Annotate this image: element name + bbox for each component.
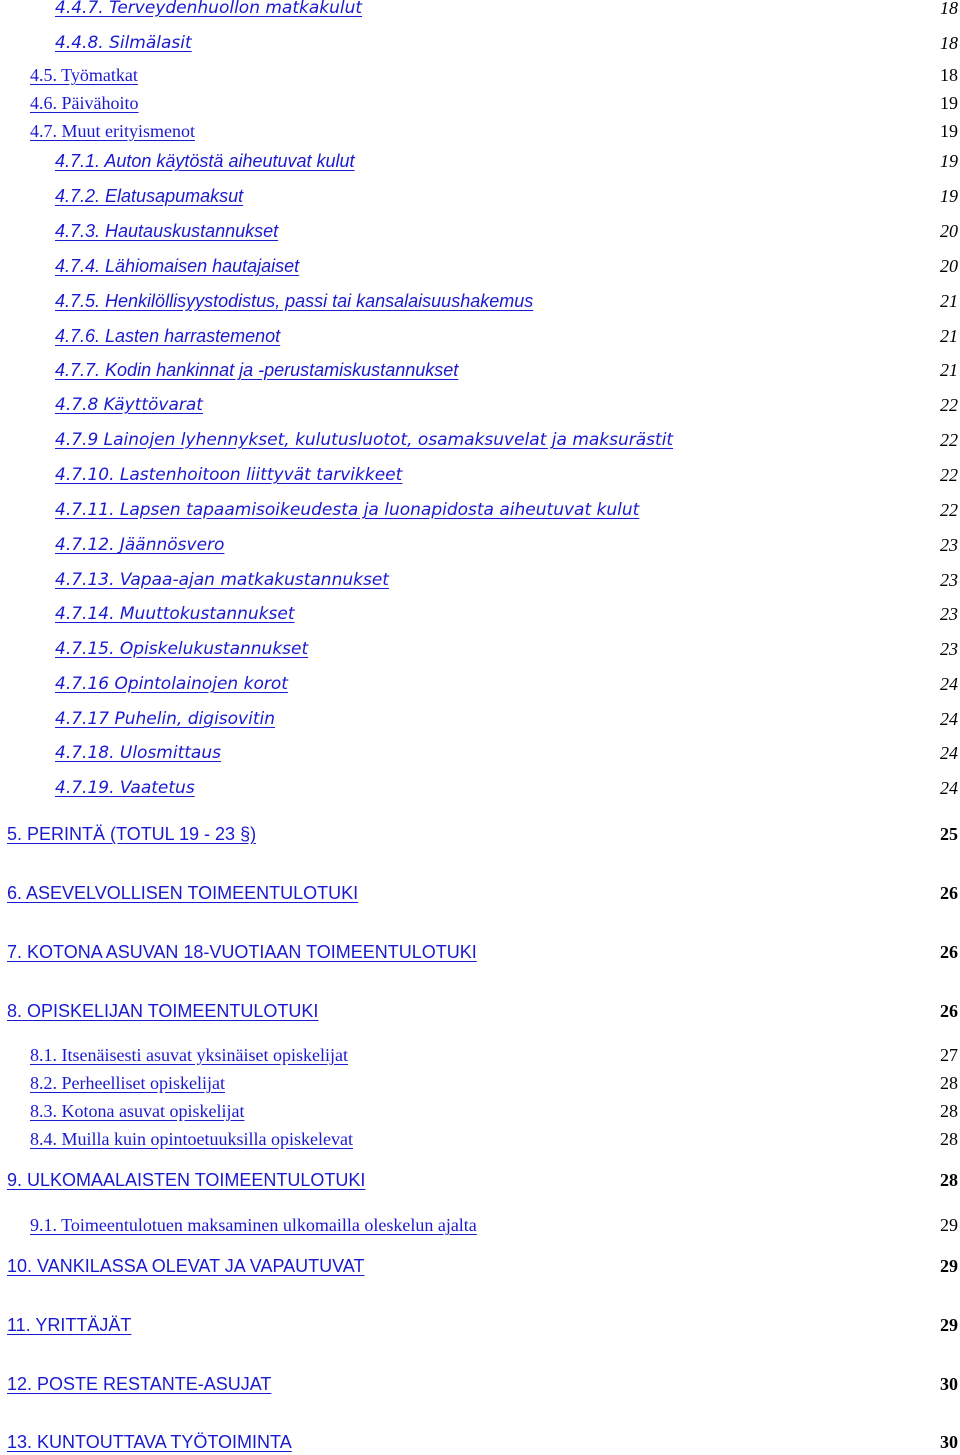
toc-entry — [0, 708, 960, 730]
toc-entry-link[interactable]: 4.7.10. Lastenhoitoon liittyvät tarvikkeet — [55, 465, 403, 485]
toc-entry — [0, 673, 960, 695]
toc-entry — [0, 325, 960, 347]
toc-entry-link[interactable]: 4.7. Muut erityismenot — [30, 121, 195, 141]
toc-entry-link[interactable]: 9. ULKOMAALAISTEN TOIMEENTULOTUKI — [7, 1170, 366, 1190]
toc-page-number: 23 — [940, 570, 958, 590]
toc-entry-link[interactable]: 13. KUNTOUTTAVA TYÖTOIMINTA — [7, 1432, 292, 1452]
toc-page-number: 29 — [940, 1256, 958, 1276]
toc-page-number: 18 — [940, 0, 958, 18]
toc-entry — [0, 1044, 960, 1066]
toc-entry-link[interactable]: 4.7.6. Lasten harrastemenot — [55, 326, 281, 346]
toc-entry — [0, 1214, 960, 1236]
toc-entry — [0, 638, 960, 660]
toc-entry — [0, 499, 960, 521]
toc-entry — [0, 941, 960, 963]
toc-entry-link[interactable]: 4.6. Päivähoito — [30, 93, 139, 113]
toc-entry-link[interactable]: 4.5. Työmatkat — [30, 65, 138, 85]
toc-page-number: 22 — [940, 430, 958, 450]
toc-entry — [0, 464, 960, 486]
toc-entry-link[interactable]: 4.7.4. Lähiomaisen hautajaiset — [55, 256, 300, 276]
toc-entry-link[interactable]: 4.7.3. Hautauskustannukset — [55, 221, 279, 241]
toc-entry-link[interactable]: 8. OPISKELIJAN TOIMEENTULOTUKI — [7, 1001, 319, 1021]
toc-entry — [0, 32, 960, 54]
toc-page-number: 18 — [940, 65, 958, 85]
toc-entry-link[interactable]: 5. PERINTÄ (TOTUL 19 - 23 §) — [7, 824, 257, 844]
toc-entry — [0, 1431, 960, 1453]
toc-entry — [0, 1373, 960, 1395]
toc-entry-link[interactable]: 4.7.5. Henkilöllisyystodistus, passi tai kansalaisuushakemus — [55, 291, 534, 311]
toc-page-number: 28 — [940, 1073, 958, 1093]
toc-entry-link[interactable]: 8.2. Perheelliset opiskelijat — [30, 1073, 225, 1093]
toc-entry-link[interactable]: 4.7.1. Auton käytöstä aiheutuvat kulut — [55, 151, 355, 171]
toc-entry — [0, 92, 960, 114]
toc-entry-link[interactable]: 10. VANKILASSA OLEVAT JA VAPAUTUVAT — [7, 1256, 365, 1276]
toc-page-number: 27 — [940, 1045, 958, 1065]
toc-entry — [0, 569, 960, 591]
toc-page-number: 28 — [940, 1129, 958, 1149]
toc-entry — [0, 534, 960, 556]
toc-entry-link[interactable]: 4.7.8 Käyttövarat — [55, 395, 203, 415]
toc-page-number: 26 — [940, 942, 958, 962]
toc-entry — [0, 255, 960, 277]
toc-entry-link[interactable]: 12. POSTE RESTANTE-ASUJAT — [7, 1374, 272, 1394]
toc-page-number: 30 — [940, 1432, 958, 1452]
toc-entry — [0, 429, 960, 451]
toc-entry-link[interactable]: 4.4.8. Silmälasit — [55, 33, 192, 53]
toc-page-number: 22 — [940, 395, 958, 415]
toc-page-number: 23 — [940, 535, 958, 555]
toc-entry-link[interactable]: 4.7.16 Opintolainojen korot — [55, 674, 288, 694]
toc-page-number: 21 — [940, 291, 958, 311]
toc-entry — [0, 882, 960, 904]
toc-entry-link[interactable]: 4.7.7. Kodin hankinnat ja -perustamiskustannukset — [55, 360, 459, 380]
toc-entry — [0, 1128, 960, 1150]
toc-page-number: 23 — [940, 639, 958, 659]
toc-entry — [0, 150, 960, 172]
toc-page-number: 19 — [940, 93, 958, 113]
toc-entry — [0, 394, 960, 416]
toc-page-number: 24 — [940, 674, 958, 694]
toc-page-number: 21 — [940, 326, 958, 346]
toc-entry-link[interactable]: 4.7.19. Vaatetus — [55, 778, 195, 798]
toc-entry — [0, 220, 960, 242]
toc-entry-link[interactable]: 11. YRITTÄJÄT — [7, 1315, 132, 1335]
toc-entry — [0, 603, 960, 625]
toc-page-number: 20 — [940, 221, 958, 241]
toc-page-number: 25 — [940, 824, 958, 844]
toc-page-number: 24 — [940, 778, 958, 798]
toc-page-number: 19 — [940, 151, 958, 171]
toc-entry — [0, 64, 960, 86]
toc-entry — [0, 1100, 960, 1122]
toc-page-number: 19 — [940, 186, 958, 206]
toc-page-number: 22 — [940, 465, 958, 485]
toc-entry-link[interactable]: 4.7.17 Puhelin, digisovitin — [55, 709, 275, 729]
toc-page-number: 26 — [940, 883, 958, 903]
toc-page-number: 21 — [940, 360, 958, 380]
toc-entry — [0, 1255, 960, 1277]
toc-entry-link[interactable]: 4.7.13. Vapaa-ajan matkakustannukset — [55, 570, 389, 590]
toc-entry-link[interactable]: 4.7.15. Opiskelukustannukset — [55, 639, 309, 659]
toc-entry — [0, 777, 960, 799]
toc-page-number: 18 — [940, 33, 958, 53]
toc-entry — [0, 185, 960, 207]
toc-page-number: 22 — [940, 500, 958, 520]
toc-entry — [0, 120, 960, 142]
toc-page-number: 24 — [940, 709, 958, 729]
toc-entry-link[interactable]: 4.7.14. Muuttokustannukset — [55, 604, 295, 624]
toc-entry-link[interactable]: 6. ASEVELVOLLISEN TOIMEENTULOTUKI — [7, 883, 359, 903]
toc-page-number: 28 — [940, 1101, 958, 1121]
toc-entry-link[interactable]: 4.7.9 Lainojen lyhennykset, kulutusluotot, osamaksuvelat ja maksurästit — [55, 430, 674, 450]
toc-entry — [0, 359, 960, 381]
toc-page-number: 20 — [940, 256, 958, 276]
toc-page-number: 30 — [940, 1374, 958, 1394]
toc-entry — [0, 823, 960, 845]
toc-entry-link[interactable]: 4.7.11. Lapsen tapaamisoikeudesta ja luonapidosta aiheutuvat kulut — [55, 500, 640, 520]
toc-entry — [0, 1072, 960, 1094]
toc-entry — [0, 0, 960, 19]
toc-entry — [0, 1169, 960, 1191]
toc-entry-link[interactable]: 4.7.18. Ulosmittaus — [55, 743, 221, 763]
toc-entry-link[interactable]: 8.4. Muilla kuin opintoetuuksilla opiskelevat — [30, 1129, 353, 1149]
toc-page-number: 19 — [940, 121, 958, 141]
toc-entry — [0, 1000, 960, 1022]
toc-page-number: 28 — [940, 1170, 958, 1190]
toc-entry-link[interactable]: 7. KOTONA ASUVAN 18-VUOTIAAN TOIMEENTULOTUKI — [7, 942, 477, 962]
toc-entry-link[interactable]: 8.1. Itsenäisesti asuvat yksinäiset opiskelijat — [30, 1045, 348, 1065]
toc-page-number: 23 — [940, 604, 958, 624]
toc-entry-link[interactable]: 4.4.7. Terveydenhuollon matkakulut — [55, 0, 363, 18]
toc-entry-link[interactable]: 4.7.12. Jäännösvero — [55, 535, 225, 555]
toc-page-number: 29 — [940, 1215, 958, 1235]
toc-entry-link[interactable]: 9.1. Toimeentulotuen maksaminen ulkomailla oleskelun ajalta — [30, 1215, 477, 1235]
toc-entry — [0, 1314, 960, 1336]
toc-entry-link[interactable]: 8.3. Kotona asuvat opiskelijat — [30, 1101, 245, 1121]
toc-entry-link[interactable]: 4.7.2. Elatusapumaksut — [55, 186, 244, 206]
toc-entry — [0, 290, 960, 312]
toc-page-number: 29 — [940, 1315, 958, 1335]
toc-page-number: 26 — [940, 1001, 958, 1021]
toc-entry — [0, 742, 960, 764]
toc-page-number: 24 — [940, 743, 958, 763]
